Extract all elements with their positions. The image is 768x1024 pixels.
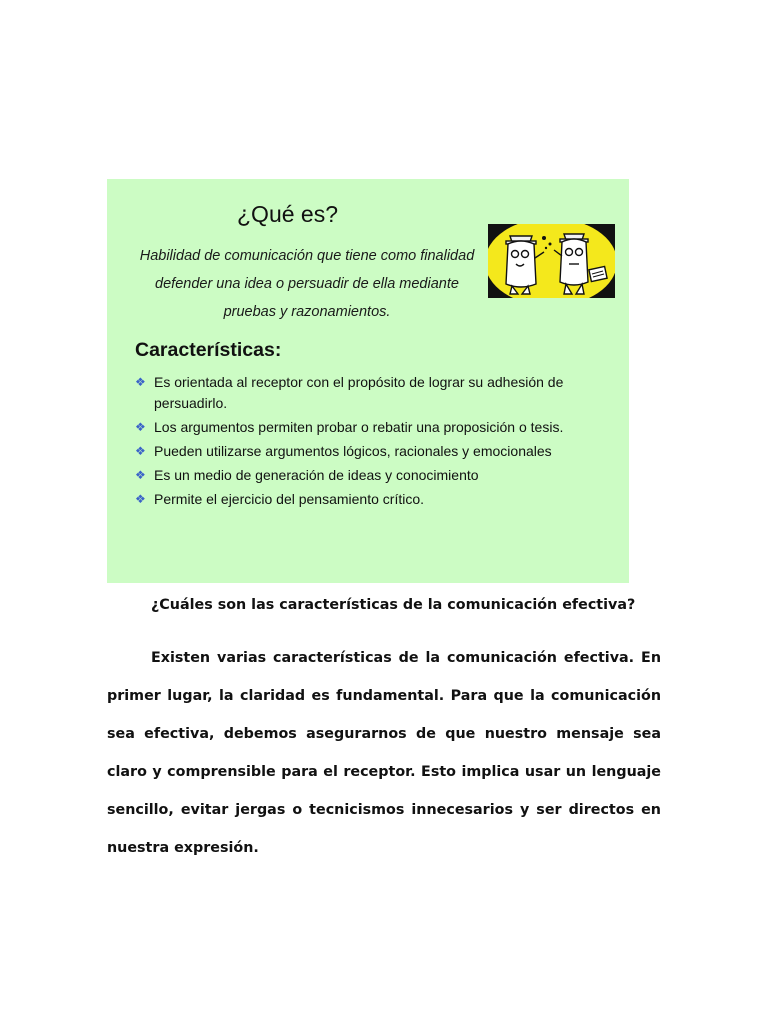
list-item-text: Pueden utilizarse argumentos lógicos, racionales y emocionales — [154, 443, 552, 459]
list-item-text: Permite el ejercicio del pensamiento crítico. — [154, 491, 425, 507]
list-item — [135, 465, 605, 486]
diamond-bullet-icon: ❖ — [135, 444, 146, 458]
characteristics-list — [135, 372, 605, 513]
body-paragraph: Existen varias características de la comunicación efectiva. En primer lugar, la claridad es fundamental. Para que la comunicación sea efectiva, debemos asegurarnos de que nuestro mensaje sea claro y comprensible para el receptor. Esto implica usar un lenguaje sencillo, evitar jergas o tecnicismos innecesarios y ser directos en nuestra expresión. — [107, 650, 661, 856]
slide-definition: Habilidad de comunicación que tiene como finalidad defender una idea o persuadir de ella mediante pruebas y razonamientos. — [139, 248, 475, 320]
diamond-bullet-icon: ❖ — [135, 375, 146, 389]
list-item — [135, 489, 605, 510]
list-item-text: Es orientada al receptor con el propósito de lograr su adhesión de persuadirlo. — [154, 374, 564, 411]
list-item-text: Los argumentos permiten probar o rebatir una proposición o tesis. — [154, 419, 564, 435]
diamond-bullet-icon: ❖ — [135, 492, 146, 506]
diamond-bullet-icon: ❖ — [135, 420, 146, 434]
diamond-bullet-icon: ❖ — [135, 468, 146, 482]
slide-title: ¿Qué es? — [237, 201, 338, 227]
section-heading: Características: — [135, 339, 282, 361]
list-item — [135, 417, 605, 438]
list-item-text: Es un medio de generación de ideas y conocimiento — [154, 467, 479, 483]
slide-image — [107, 179, 629, 583]
two-arguing-characters-icon — [488, 224, 615, 298]
section-question: ¿Cuáles son las características de la comunicación efectiva? — [151, 597, 636, 613]
list-item — [135, 441, 605, 462]
list-item — [135, 372, 605, 414]
